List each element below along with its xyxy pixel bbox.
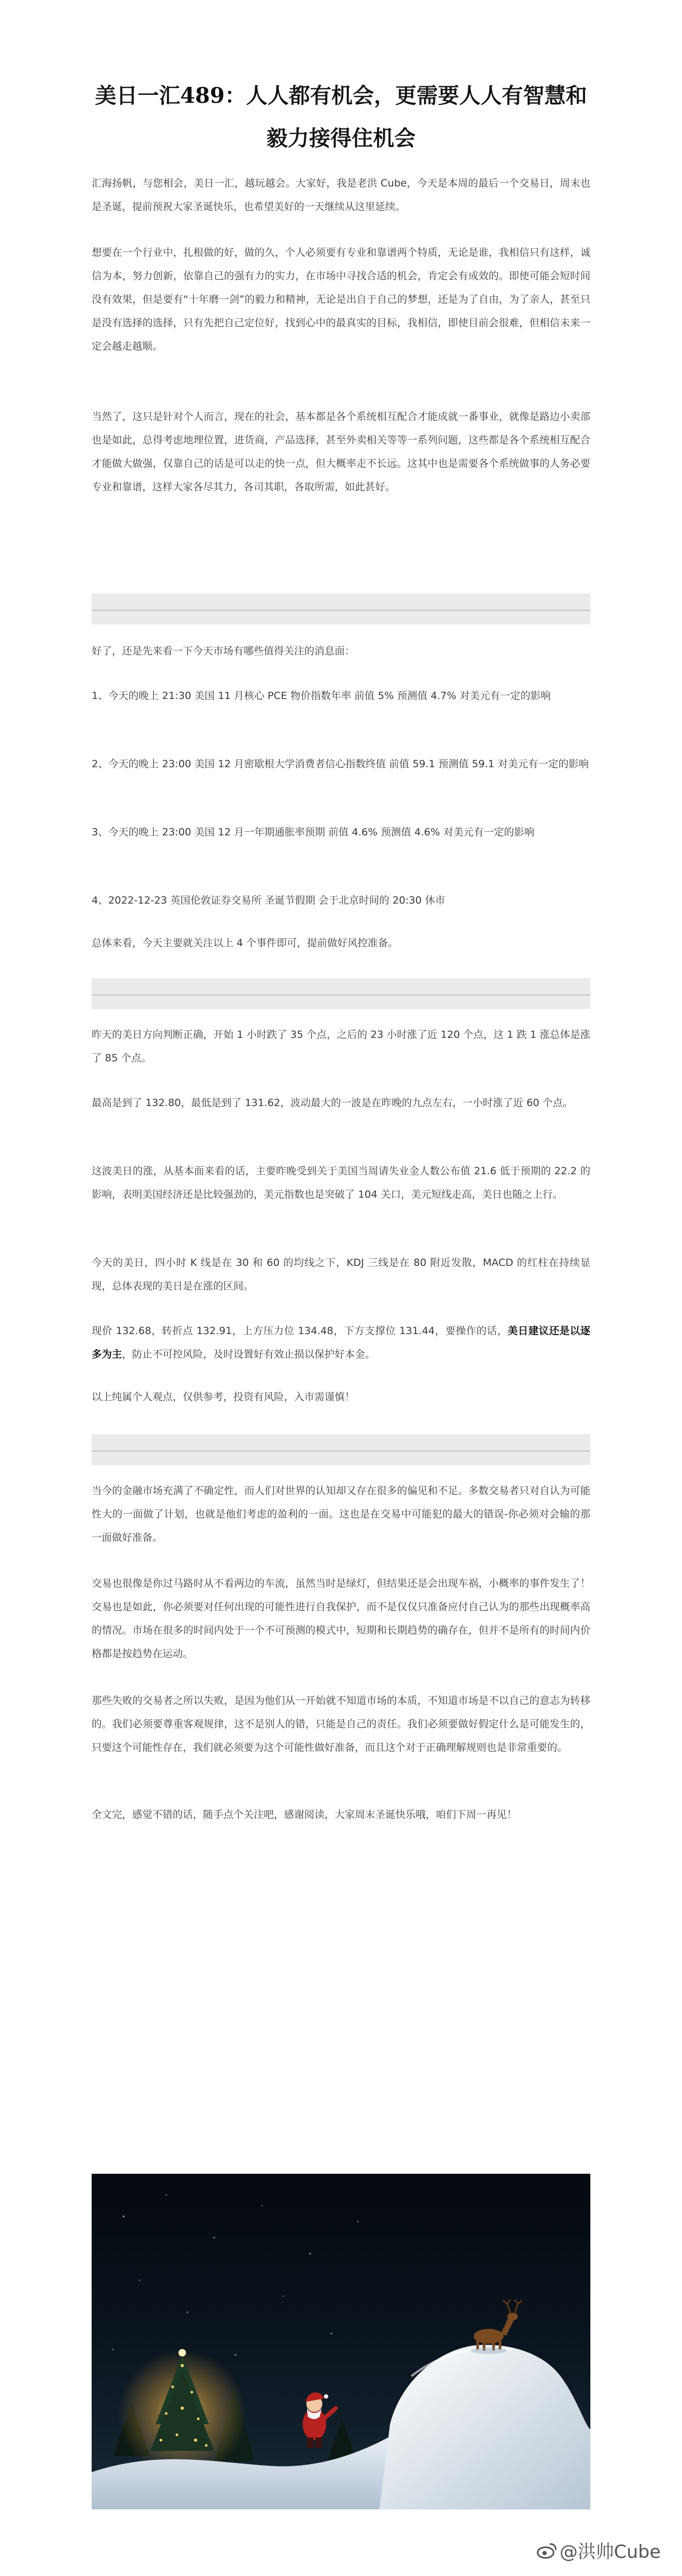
review-technicals: 今天的美日，四小时 K 线是在 30 和 60 的均线之下，KDJ 三线是在 80 附近发散，MACD 的红柱在持续显现，总体表现的美日是在涨的区间。 — [92, 1257, 590, 1292]
review-fundamentals: 这波美日的涨，从基本面来看的话，主要昨晚受到关于美国当周请失业金人数公布值 21.6 低于预期的 22.2 的影响，表明美国经济还是比较强劲的，美元指数也是突破了 104 关口，美元短线走高，美日也随之上行。 — [92, 1165, 590, 1200]
section-divider — [92, 1434, 590, 1465]
advice-risk: ，防止不可控风险，及时设置好有效止损以保护好本金。 — [122, 1348, 376, 1360]
review-direction: 昨天的美日方向判断正确，开始 1 小时跌了 35 个点，之后的 23 小时涨了近 120 个点，这 1 跌 1 涨总体是涨了 85 个点。 — [92, 1029, 590, 1064]
closing-paragraph-3: 那些失败的交易者之所以失败，是因为他们从一开始就不知道市场的本质，不知道市场是不以自己的意志为转移的。我们必须要尊重客观规律，这不是别人的错，只能是自己的责任。我们必须要做好假定什么是可能发生的，只要这个可能性存在，我们就必须要为这个可能性做好准备，而且这个对于正确理解规则也是非常重要的。 — [92, 1695, 590, 1753]
review-range: 最高是到了 132.80，最低是到了 131.62，波动最大的一波是在昨晚的九点左右，一小时涨了近 60 个点。 — [92, 1097, 573, 1109]
section-divider — [92, 978, 590, 1009]
closing-paragraph-2: 交易也很像是你过马路时从不看两边的车流，虽然当时是绿灯，但结果还是会出现车祸，小概率的事件发生了！交易也是如此，你必须要对任何出现的可能性进行自我保护，而不是仅仅只准备应付自己认为的那些出现概率高的情况。市场在很多的时间内处于一个不可预测的模式中，短期和长期趋势的确存在，但并不是所有的时间内价格都是按趋势在运动。 — [92, 1578, 590, 1660]
event-item-4: 4、2022-12-23 英国伦敦证券交易所 圣诞节假期 会于北京时间的 20:30 休市 — [92, 895, 445, 906]
paragraph-career: 想要在一个行业中，扎根做的好，做的久，个人必须要有专业和靠谱两个特质，无论是谁，我相信只有这样，诚信为本，努力创新，依靠自己的强有力的实力，在市场中寻找合适的机会，肯定会有成效的。即使可能会短时间没有效果，但是要有“十年磨一剑”的毅力和精神，无论是出自于自己的梦想，还是为了自由，为了亲人，甚至只是没有选择的选择，只有先把自己定位好，找到心中的最真实的目标，我相信，即使目前会很难，但相信未来一定会越走越顺。 — [92, 247, 590, 352]
section-divider — [92, 594, 590, 624]
ending-paragraph: 全文完，感觉不错的话，随手点个关注吧，感谢阅读，大家周末圣诞快乐哦，咱们下周一再见！ — [92, 1809, 517, 1821]
trade-advice — [92, 1319, 590, 1366]
events-intro: 好了，还是先来看一下今天市场有哪些值得关注的消息面： — [92, 645, 355, 657]
christmas-photo — [92, 2174, 590, 2509]
watermark-text: @洪帅Cube — [559, 2541, 661, 2563]
event-item-2: 2、今天的晚上 23:00 美国 12 月密歇根大学消费者信心指数终值 前值 59.1 预测值 59.1 对美元有一定的影响 — [92, 758, 589, 770]
event-item-3: 3、今天的晚上 23:00 美国 12 月一年期通胀率预期 前值 4.6% 预测值 4.6% 对美元有一定的影响 — [92, 826, 534, 838]
intro-paragraph: 汇海扬帆，与您相会，美日一汇，越玩越会。大家好，我是老洪 Cube，今天是本周的最后一个交易日，周末也是圣诞，提前预祝大家圣诞快乐，也希望美好的一天继续从这里延续。 — [92, 177, 590, 213]
risk-disclaimer: 以上纯属个人观点，仅供参考，投资有风险，入市需谨慎！ — [92, 1391, 355, 1403]
closing-paragraph-1: 当今的金融市场充满了不确定性，而人们对世界的认知却又存在很多的偏见和不足。多数交易者只对自认为可能性大的一面做了计划，也就是他们考虑的盈利的一面。这也是在交易中可能犯的最大的错误-你必须对会输的那一面做好准备。 — [92, 1485, 590, 1543]
paragraph-systems: 当然了，这只是针对个人而言，现在的社会，基本都是各个系统相互配合才能成就一番事业，就像是路边小卖部也是如此，总得考虑地理位置，进货商，产品选择，甚至外卖相关等等一系列问题，这些都是各个系统相互配合才能做大做强，仅靠自己的话是可以走的快一点，但大概率走不长远。这其中也是需要各个系统做事的人务必要专业和靠谱，这样大家各尽其力，各司其职，各取所需，如此甚好。 — [92, 411, 590, 493]
weibo-watermark — [536, 2537, 661, 2563]
advice-levels: 现价 132.68，转折点 132.91，上方压力位 134.48，下方支撑位 131.44，要操作的话， — [92, 1325, 508, 1337]
advice-direction: 美日建议还是以逐多为主 — [92, 1325, 590, 1360]
events-summary: 总体来看，今天主要就关注以上 4 个事件即可，提前做好风控准备。 — [92, 937, 399, 949]
article-title: 美日一汇489：人人都有机会，更需要人人有智慧和毅力接得住机会 — [95, 83, 587, 151]
weibo-icon — [536, 2542, 557, 2560]
event-item-1: 1、今天的晚上 21:30 美国 11 月核心 PCE 物价指数年率 前值 5% 预测值 4.7% 对美元有一定的影响 — [92, 690, 551, 702]
